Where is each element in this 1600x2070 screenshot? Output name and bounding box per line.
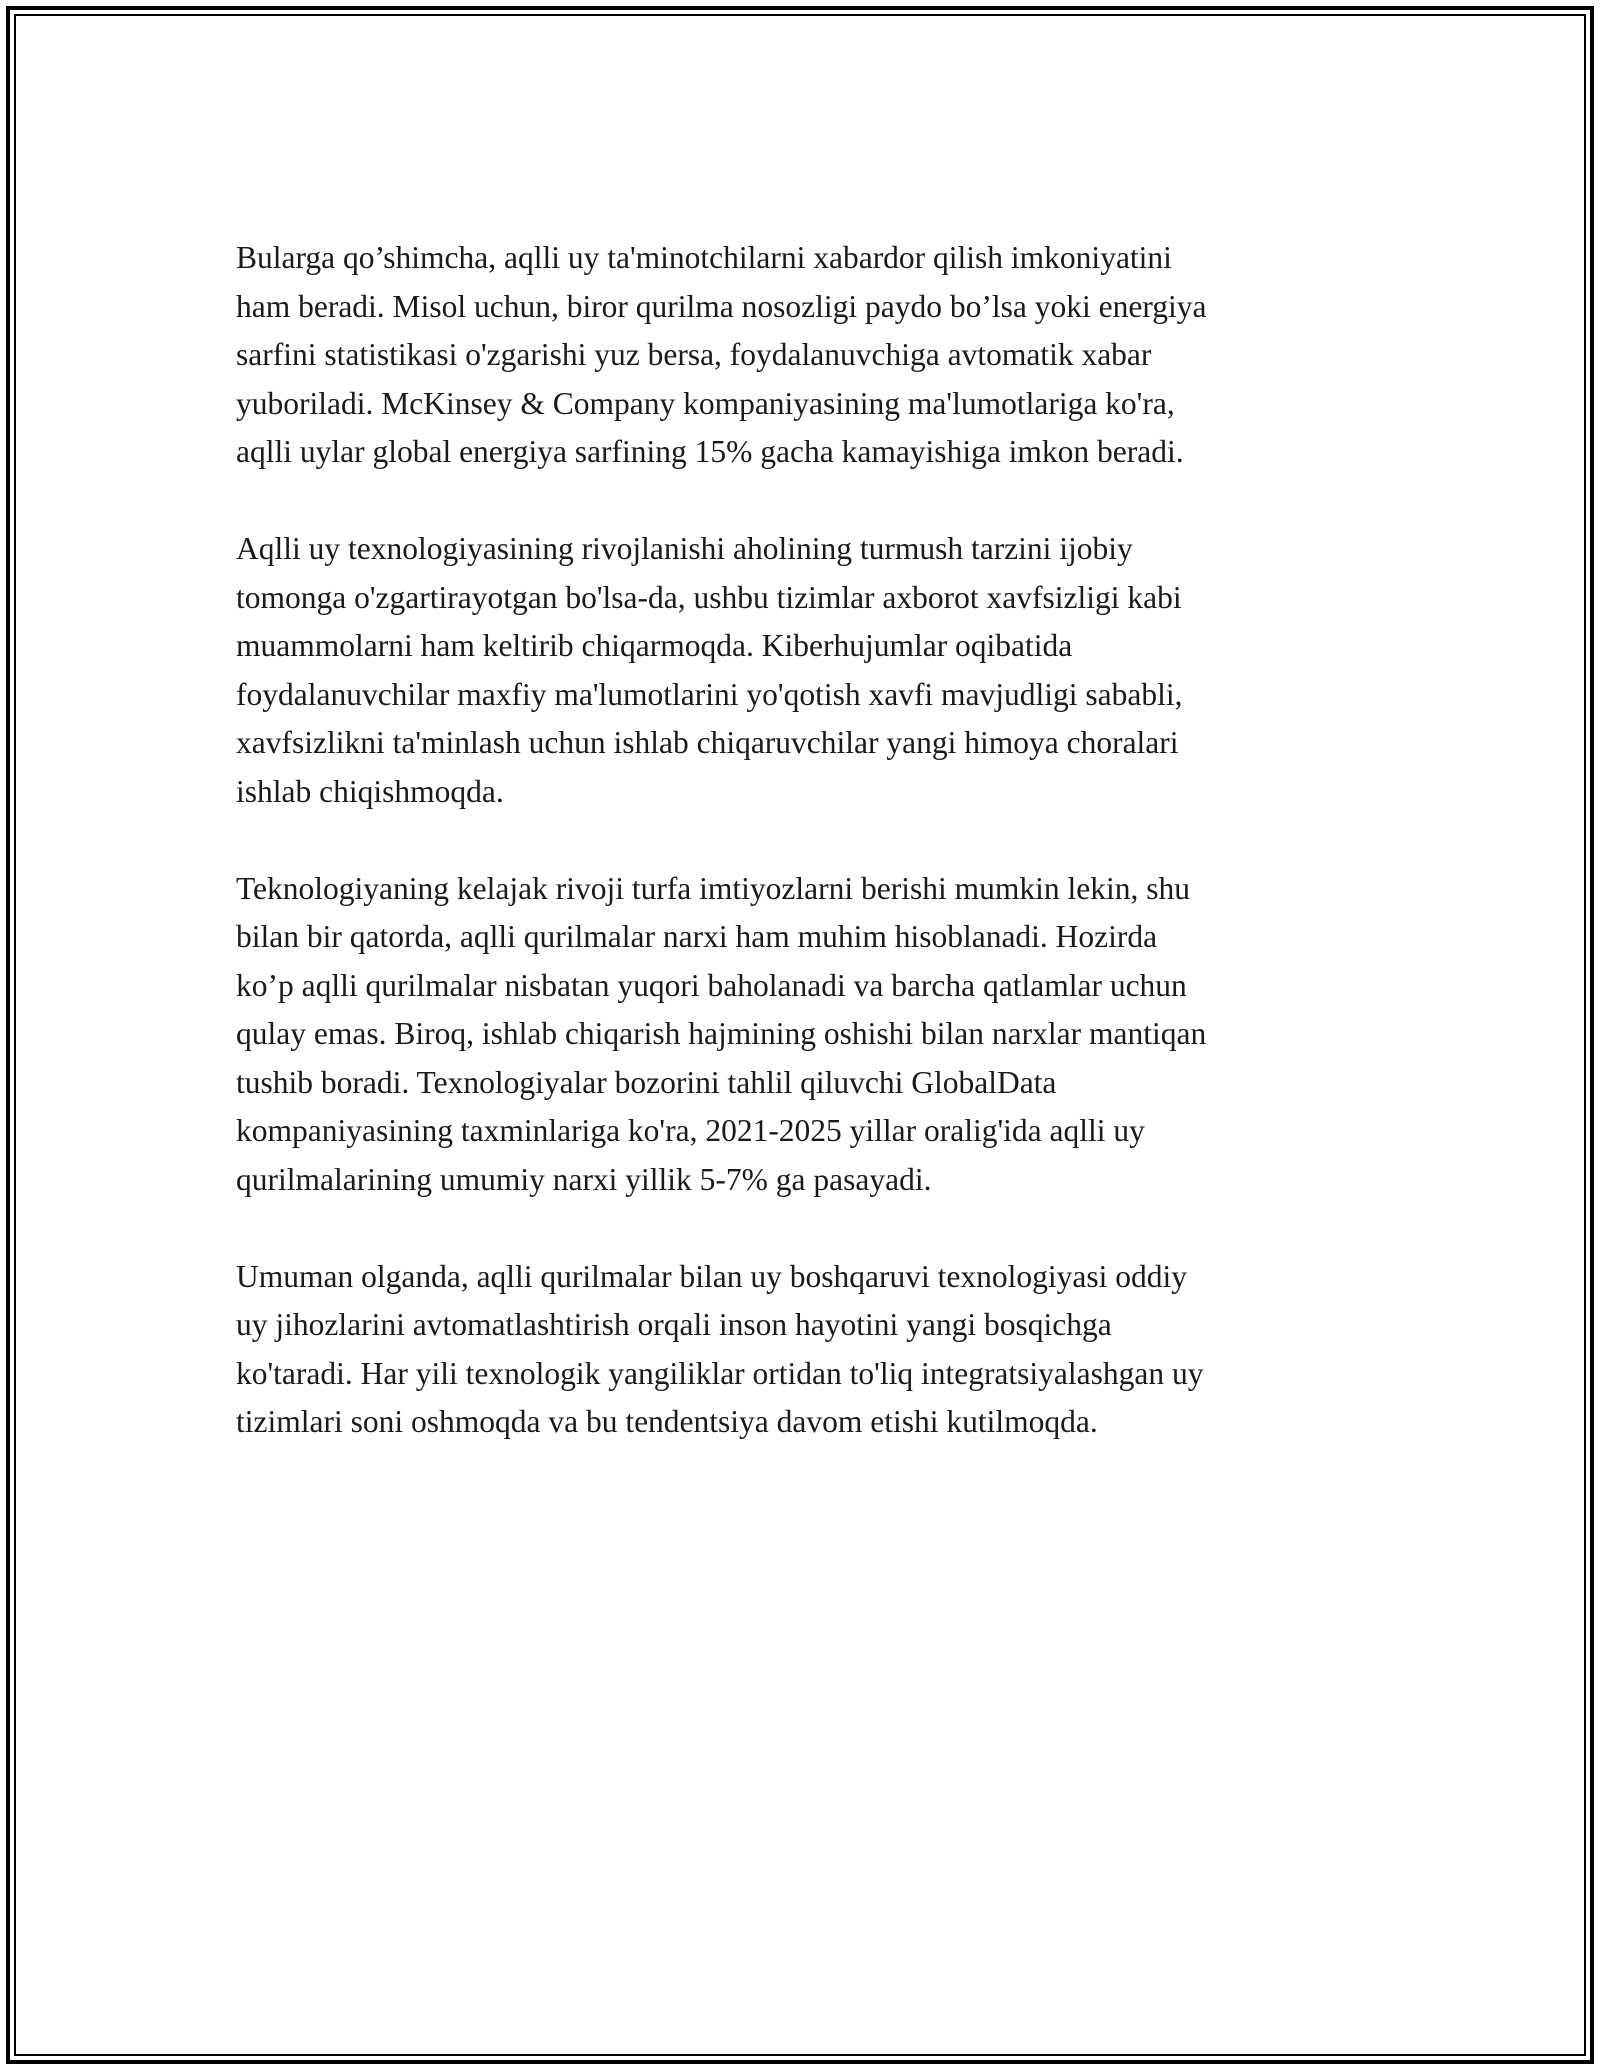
paragraph-1 xyxy=(236,234,1386,477)
paragraph-4 xyxy=(236,1253,1386,1447)
paragraph-2 xyxy=(236,525,1386,816)
text-line: Bularga qo’shimcha, aqlli uy ta'minotchilarni xabardor qilish imkoniyatini xyxy=(236,240,1172,275)
text-line: bilan bir qatorda, aqlli qurilmalar narxi ham muhim hisoblanadi. Hozirda xyxy=(236,919,1158,954)
text-line: tizimlari soni oshmoqda va bu tendentsiya davom etishi kutilmoqda. xyxy=(236,1404,1098,1439)
text-line: uy jihozlarini avtomatlashtirish orqali inson hayotini yangi bosqichga xyxy=(236,1307,1112,1342)
text-line: aqlli uylar global energiya sarfining 15% gacha kamayishiga imkon beradi. xyxy=(236,434,1184,469)
text-line: kompaniyasining taxminlariga ko'ra, 2021-2025 yillar oralig'ida aqlli uy xyxy=(236,1113,1145,1148)
text-line: yuboriladi. McKinsey & Company kompaniyasining ma'lumotlariga ko'ra, xyxy=(236,385,1175,421)
text-line: Teknologiyaning kelajak rivoji turfa imtiyozlarni berishi mumkin lekin, shu xyxy=(236,870,1190,906)
text-line: ko’p aqlli qurilmalar nisbatan yuqori baholanadi va barcha qatlamlar uchun xyxy=(236,967,1187,1003)
paragraph-3 xyxy=(236,865,1386,1205)
text-line: Umuman olganda, aqlli qurilmalar bilan uy boshqaruvi texnologiyasi oddiy xyxy=(236,1258,1187,1294)
text-line: qulay emas. Biroq, ishlab chiqarish hajmining oshishi bilan narxlar mantiqan xyxy=(236,1016,1207,1051)
text-line: tomonga o'zgartirayotgan bo'lsa-da, ushbu tizimlar axborot xavfsizligi kabi xyxy=(236,579,1182,615)
text-line: muammolarni ham keltirib chiqarmoqda. Kiberhujumlar oqibatida xyxy=(236,628,1073,663)
text-line: ko'taradi. Har yili texnologik yangiliklar ortidan to'liq integratsiyalashgan uy xyxy=(236,1355,1204,1391)
text-line: sarfini statistikasi o'zgarishi yuz bersa, foydalanuvchiga avtomatik xabar xyxy=(236,337,1152,372)
document-body xyxy=(236,234,1386,1495)
text-line: ishlab chiqishmoqda. xyxy=(236,773,504,809)
text-line: tushib boradi. Texnologiyalar bozorini tahlil qiluvchi GlobalData xyxy=(236,1064,1057,1100)
text-line: qurilmalarining umumiy narxi yillik 5-7% ga pasayadi. xyxy=(236,1161,932,1197)
text-line: Aqlli uy texnologiyasining rivojlanishi aholining turmush tarzini ijobiy xyxy=(236,531,1133,566)
text-line: ham beradi. Misol uchun, biror qurilma nosozligi paydo bo’lsa yoki energiya xyxy=(236,288,1207,324)
text-line: xavfsizlikni ta'minlash uchun ishlab chiqaruvchilar yangi himoya choralari xyxy=(236,725,1179,760)
text-line: foydalanuvchilar maxfiy ma'lumotlarini yo'qotish xavfi mavjudligi sababli, xyxy=(236,676,1183,712)
